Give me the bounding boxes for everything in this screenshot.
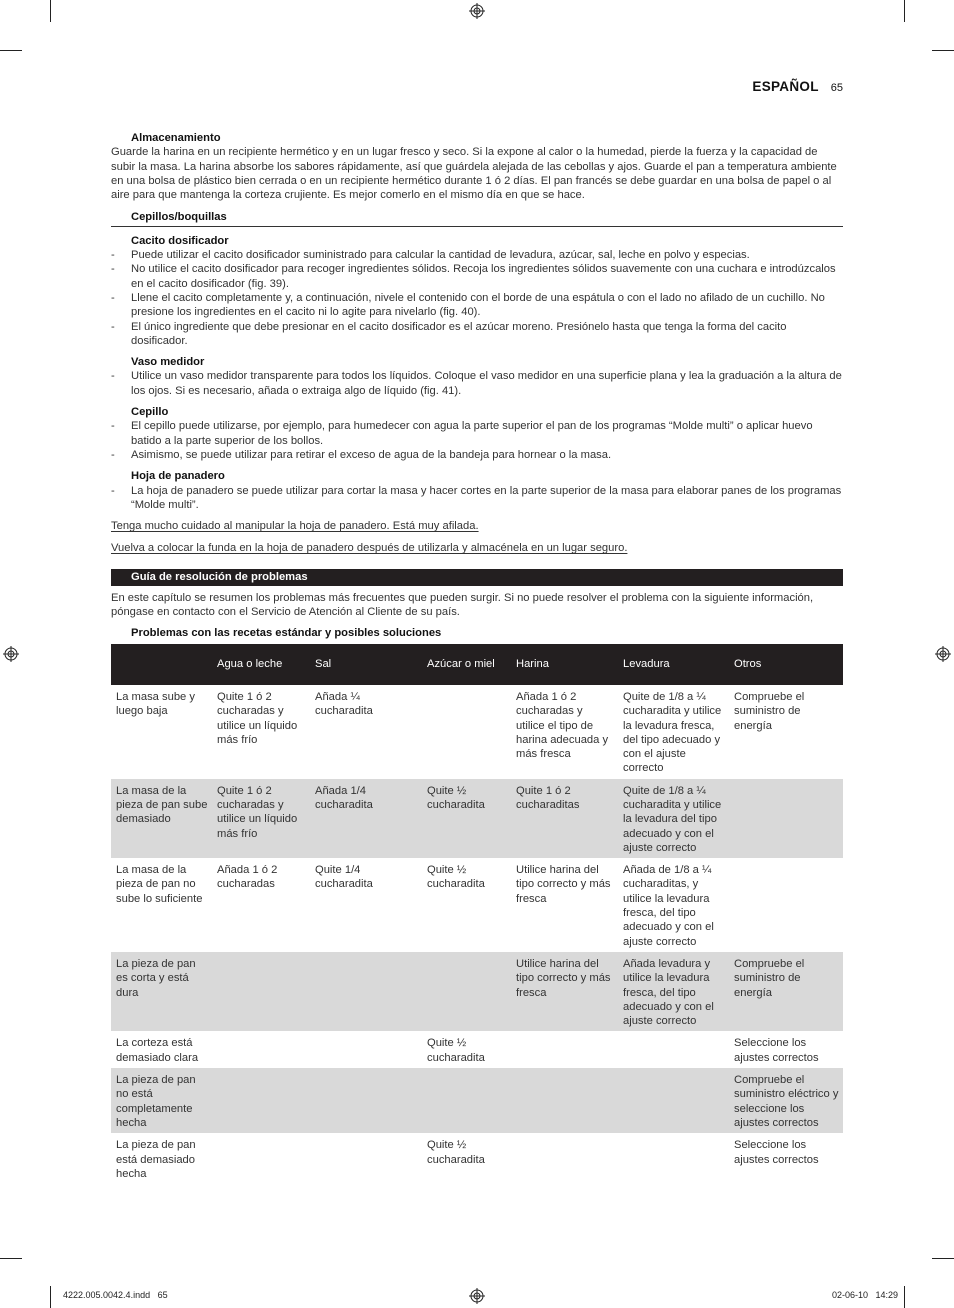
footer-file-info: 4222.005.0042.4.indd 65 xyxy=(63,1290,168,1300)
crop-mark xyxy=(932,50,954,51)
language-label: ESPAÑOL xyxy=(752,79,819,94)
list-item: - La hoja de panadero se puede utilizar para cortar la masa y hacer cortes en la parte superior de la masa para elaborar panes de los programas “Molde multi”. xyxy=(111,484,843,513)
table-cell xyxy=(212,952,310,1031)
page-number: 65 xyxy=(830,82,843,94)
table-cell: Añada 1 ó 2 cucharadas xyxy=(217,864,278,891)
table-cell: Quite ½ cucharadita xyxy=(427,1139,485,1166)
table-cell xyxy=(511,1068,618,1133)
troubleshooting-intro: En este capítulo se resumen los problemas más frecuentes que pueden surgir. Si no puede resolver el problema con la siguiente información, póngase en contacto con el Servicio de Atención al Cliente de su país. xyxy=(111,592,814,619)
table-cell: La masa sube y luego baja xyxy=(116,690,195,718)
table-cell: Quite de 1/8 a ¼ cucharadita y utilice la levadura fresca, del tipo adecuado y con el ajuste correcto xyxy=(623,690,722,775)
registration-mark-icon xyxy=(469,1288,485,1304)
table-header-row xyxy=(111,644,843,685)
table-cell: Utilice harina del tipo correcto y más fresca xyxy=(511,952,618,1031)
brush-heading: Cepillo xyxy=(131,406,169,419)
table-cell xyxy=(212,1133,310,1184)
page-header xyxy=(752,79,843,94)
column-header: Agua o leche xyxy=(212,644,310,685)
cup-list xyxy=(111,369,843,398)
table-cell: Quite ½ cucharadita xyxy=(427,1037,485,1064)
table-cell: Quite 1 ó 2 cucharadas y utilice un líquido más frío xyxy=(212,779,310,858)
list-item: - Asimismo, se puede utilizar para retirar el exceso de agua de la bandeja para hornear o la masa. xyxy=(111,448,843,462)
crop-mark xyxy=(0,1258,22,1259)
table-cell: La pieza de pan es corta y está dura xyxy=(111,952,212,1031)
list-item: - Utilice un vaso medidor transparente para todos los líquidos. Coloque el vaso medidor en una superficie plana y lea la graduación a la altura de los ojos. Si es necesario, añada o extraiga algo de líquido (fig. 41). xyxy=(111,369,843,398)
column-header: Harina xyxy=(511,644,618,685)
table-cell: Quite ½ cucharadita xyxy=(427,864,485,891)
table-cell xyxy=(310,1031,422,1068)
registration-mark-icon xyxy=(469,3,485,19)
table-cell: Añada 1/4 cucharadita xyxy=(310,779,422,858)
table-cell: La masa de la pieza de pan no sube lo suficiente xyxy=(116,864,203,905)
table-cell xyxy=(618,1068,729,1133)
crop-mark xyxy=(932,1258,954,1259)
column-header: Otros xyxy=(729,644,843,685)
main-content xyxy=(111,131,843,1184)
crop-mark xyxy=(50,0,51,22)
registration-mark-icon xyxy=(935,646,951,662)
crop-mark xyxy=(50,1286,51,1308)
table-cell xyxy=(511,1133,618,1184)
table-row xyxy=(111,858,843,952)
table-cell: Seleccione los ajustes correctos xyxy=(734,1037,819,1064)
scoop-heading: Cacito dosificador xyxy=(131,234,229,247)
table-row xyxy=(111,1031,843,1068)
table-cell xyxy=(618,1133,729,1184)
table-cell: Quite 1/4 cucharadita xyxy=(315,864,373,891)
blade-list xyxy=(111,484,843,513)
table-cell xyxy=(618,1031,729,1068)
table-row xyxy=(111,685,843,779)
table-heading: Problemas con las recetas estándar y posibles soluciones xyxy=(131,626,442,639)
table-row xyxy=(111,1133,843,1184)
column-header: Levadura xyxy=(618,644,729,685)
column-header: Sal xyxy=(310,644,422,685)
table-cell: Quite 1 ó 2 cucharadas y utilice un líquido más frío xyxy=(217,690,298,746)
storage-heading: Almacenamiento xyxy=(131,132,221,144)
table-cell xyxy=(212,1068,310,1133)
table-cell: Quite de 1/8 a ¼ cucharadita y utilice la levadura del tipo adecuado y con el ajuste correcto xyxy=(618,779,729,858)
table-row xyxy=(111,1068,843,1133)
list-item: - No utilice el cacito dosificador para recoger ingredientes sólidos. Recoja los ingredientes sólidos suavemente con una cuchara e introdúzcalos en el cacito dosificador (fig. 39). xyxy=(111,262,843,291)
table-cell xyxy=(310,952,422,1031)
table-cell: Añada levadura y utilice la levadura fresca, del tipo adecuado y con el ajuste correcto xyxy=(618,952,729,1031)
table-cell: Compruebe el suministro eléctrico y seleccione los ajustes correctos xyxy=(729,1068,843,1133)
table-cell: Utilice harina del tipo correcto y más fresca xyxy=(516,864,611,905)
table-cell xyxy=(729,858,843,952)
table-cell: Compruebe el suministro de energía xyxy=(734,690,805,732)
table-cell: La corteza está demasiado clara xyxy=(116,1037,199,1064)
table-cell: Añada 1 ó 2 cucharadas y utilice el tipo de harina adecuada y más fresca xyxy=(516,690,609,761)
brush-list xyxy=(111,419,843,462)
table-cell xyxy=(422,952,511,1031)
table-cell: La masa de la pieza de pan sube demasiado xyxy=(111,779,212,858)
list-item: - El cepillo puede utilizarse, por ejemplo, para humedecer con agua la parte superior el pan de los programas “Molde multi” o aplicar huevo batido a la parte superior de los bollos. xyxy=(111,419,843,448)
list-item: - Llene el cacito completamente y, a continuación, nivele el contenido con el borde de una espátula o con el lado no afilado de un cuchillo. No presione los ingredientes en el cacito ni lo agite para nivelarlo (fig. 40). xyxy=(111,291,843,320)
table-cell: Compruebe el suministro de energía xyxy=(729,952,843,1031)
table-cell: Añada de 1/8 a ¼ cucharaditas, y utilice la levadura fresca, del tipo adecuado y con el ajuste correcto xyxy=(623,864,714,948)
brushes-heading: Cepillos/boquillas xyxy=(111,210,843,226)
problems-table xyxy=(111,644,843,1184)
table-cell xyxy=(511,1031,618,1068)
table-cell: La pieza de pan no está completamente hecha xyxy=(111,1068,212,1133)
table-cell: La pieza de pan está demasiado hecha xyxy=(116,1139,196,1180)
column-header xyxy=(111,644,212,685)
list-item: - El único ingrediente que debe presionar en el cacito dosificador es el azúcar moreno. Presiónelo hasta que tenga la forma del cacito dosificador. xyxy=(111,320,843,349)
footer-date: 02-06-10 14:29 xyxy=(831,1290,898,1300)
table-row xyxy=(111,779,843,858)
table-cell xyxy=(729,779,843,858)
list-item: - Puede utilizar el cacito dosificador suministrado para calcular la cantidad de levadura, azúcar, sal, leche en polvo y especias. xyxy=(111,248,843,262)
scoop-list xyxy=(111,248,843,348)
table-cell xyxy=(212,1031,310,1068)
table-cell: Seleccione los ajustes correctos xyxy=(734,1139,819,1166)
blade-warning: Tenga mucho cuidado al manipular la hoja de panadero. Está muy afilada. xyxy=(111,520,479,533)
table-cell: Añada ¼ cucharadita xyxy=(315,690,373,718)
storage-text: Guarde la harina en un recipiente hermético y en un lugar fresco y seco. Si la expone al calor o la humedad, pierde la fuerza y la capacidad de subir la masa. La harina absorbe los sabores rápidamente, así que guárdela alejada de las cebollas y ajos. Guarde el pan a temperatura ambiente en una bolsa de plástico bien cerrada o en un recipiente hermético durante 1 ó 2 días. El pan francés se debe guardar en una bolsa de papel o al aire para que mantenga la corteza crujiente. Es mejor comerlo en el mismo día en que se hace. xyxy=(111,146,837,202)
column-header: Azúcar o miel xyxy=(422,644,511,685)
blade-caution: Vuelva a colocar la funda en la hoja de panadero después de utilizarla y almacénela en un lugar seguro. xyxy=(111,542,628,555)
crop-mark xyxy=(0,50,22,51)
table-cell: Quite 1 ó 2 cucharaditas xyxy=(511,779,618,858)
table-cell xyxy=(310,1068,422,1133)
blade-heading: Hoja de panadero xyxy=(131,470,225,483)
table-cell: Quite ½ cucharadita xyxy=(422,779,511,858)
crop-mark xyxy=(904,1286,905,1308)
table-cell xyxy=(422,685,511,779)
crop-mark xyxy=(904,0,905,22)
table-cell xyxy=(310,1133,422,1184)
table-row xyxy=(111,952,843,1031)
registration-mark-icon xyxy=(3,646,19,662)
troubleshooting-heading: Guía de resolución de problemas xyxy=(111,569,843,586)
table-cell xyxy=(422,1068,511,1133)
cup-heading: Vaso medidor xyxy=(131,356,205,369)
